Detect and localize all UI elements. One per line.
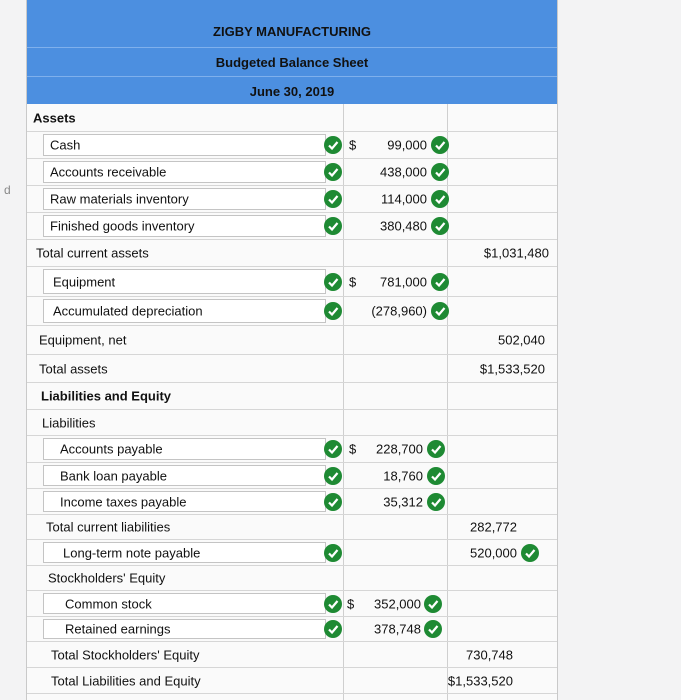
balance-sheet bbox=[26, 0, 558, 700]
check-icon bbox=[324, 217, 342, 235]
fg-value[interactable]: 380,480 bbox=[380, 218, 427, 234]
total-liabilities-equity-label: Total Liabilities and Equity bbox=[51, 673, 201, 688]
retained-value[interactable]: 378,748 bbox=[374, 621, 421, 637]
table-row: Bank loan payable 18,760 bbox=[27, 463, 557, 489]
check-icon bbox=[431, 273, 449, 291]
total-current-assets-value: $1,031,480 bbox=[483, 245, 549, 261]
check-icon bbox=[324, 273, 342, 291]
check-icon bbox=[324, 467, 342, 485]
total-liabilities-equity-value: $1,533,520 bbox=[447, 673, 513, 688]
check-icon bbox=[427, 467, 445, 485]
equipment-net-value: 502,040 bbox=[498, 332, 545, 348]
check-icon bbox=[324, 493, 342, 511]
check-icon bbox=[324, 620, 342, 638]
check-icon bbox=[324, 595, 342, 613]
table-row bbox=[27, 566, 557, 591]
check-icon bbox=[324, 190, 342, 208]
equipment-value[interactable]: 781,000 bbox=[380, 274, 427, 289]
table-row bbox=[27, 355, 557, 383]
total-current-liabilities-value: 282,772 bbox=[470, 519, 517, 535]
table-row bbox=[27, 326, 557, 355]
assets-heading: Assets bbox=[33, 110, 76, 126]
sheet-title: Budgeted Balance Sheet bbox=[215, 55, 369, 70]
ap-value[interactable]: 228,700 bbox=[376, 441, 423, 457]
table-row: Raw materials inventory 114,000 bbox=[27, 186, 557, 213]
check-icon bbox=[427, 493, 445, 511]
total-equity-label: Total Stockholders' Equity bbox=[51, 647, 200, 662]
common-value[interactable]: 352,000 bbox=[374, 596, 421, 611]
table-row bbox=[27, 383, 557, 410]
check-icon bbox=[324, 440, 342, 458]
company-name: ZIGBY MANUFACTURING bbox=[213, 24, 371, 39]
check-icon bbox=[431, 190, 449, 208]
check-icon bbox=[324, 163, 342, 181]
table-row: Accounts payable $ 228,700 bbox=[27, 436, 557, 463]
stockholders-equity-heading: Stockholders' Equity bbox=[48, 570, 166, 586]
check-icon bbox=[424, 595, 442, 613]
cash-label-field[interactable] bbox=[43, 134, 326, 156]
table-row bbox=[27, 240, 557, 267]
total-assets-label: Total assets bbox=[39, 361, 108, 376]
sheet-header bbox=[27, 0, 557, 104]
table-row bbox=[27, 668, 557, 694]
tax-value[interactable]: 35,312 bbox=[383, 494, 423, 509]
check-icon bbox=[431, 163, 449, 181]
table-row: Common stock $ 352,000 bbox=[27, 591, 557, 617]
check-icon bbox=[521, 544, 539, 562]
equipment-net-label: Equipment, net bbox=[39, 332, 127, 348]
cash-value[interactable]: 99,000 bbox=[387, 137, 427, 153]
check-icon bbox=[324, 136, 342, 154]
table-row: Equipment $ 781,000 bbox=[27, 267, 557, 297]
table-row: Accumulated depreciation (278,960) bbox=[27, 297, 557, 326]
check-icon bbox=[424, 620, 442, 638]
table-row: Finished goods inventory 380,480 bbox=[27, 213, 557, 240]
lt-note-value[interactable]: 520,000 bbox=[470, 545, 517, 560]
table-row: Long-term note payable 520,000 bbox=[27, 540, 557, 566]
check-icon bbox=[427, 440, 445, 458]
rm-value[interactable]: 114,000 bbox=[380, 191, 427, 207]
liabilities-subheading: Liabilities bbox=[42, 415, 96, 430]
table-row: Income taxes payable 35,312 bbox=[27, 489, 557, 515]
table-row bbox=[27, 642, 557, 668]
total-current-liabilities-label: Total current liabilities bbox=[46, 519, 171, 535]
total-equity-value: 730,748 bbox=[466, 647, 513, 662]
table-row: Cash $ 99,000 bbox=[27, 132, 557, 159]
cropped-edge-glyph: d bbox=[4, 183, 11, 197]
table-row: Accounts receivable 438,000 bbox=[27, 159, 557, 186]
total-current-assets-label: Total current assets bbox=[36, 245, 149, 261]
bank-value[interactable]: 18,760 bbox=[383, 468, 423, 483]
check-icon bbox=[324, 544, 342, 562]
table-row: Retained earnings 378,748 bbox=[27, 617, 557, 642]
total-assets-value: $1,533,520 bbox=[479, 361, 545, 376]
check-icon bbox=[431, 302, 449, 320]
check-icon bbox=[431, 136, 449, 154]
check-icon bbox=[324, 302, 342, 320]
table-row bbox=[27, 410, 557, 436]
check-icon bbox=[431, 217, 449, 235]
table-row bbox=[27, 515, 557, 540]
liabilities-equity-heading: Liabilities and Equity bbox=[41, 388, 172, 404]
sheet-date: June 30, 2019 bbox=[249, 84, 335, 99]
acc-dep-value[interactable]: (278,960) bbox=[371, 303, 427, 319]
ar-value[interactable]: 438,000 bbox=[380, 164, 427, 180]
